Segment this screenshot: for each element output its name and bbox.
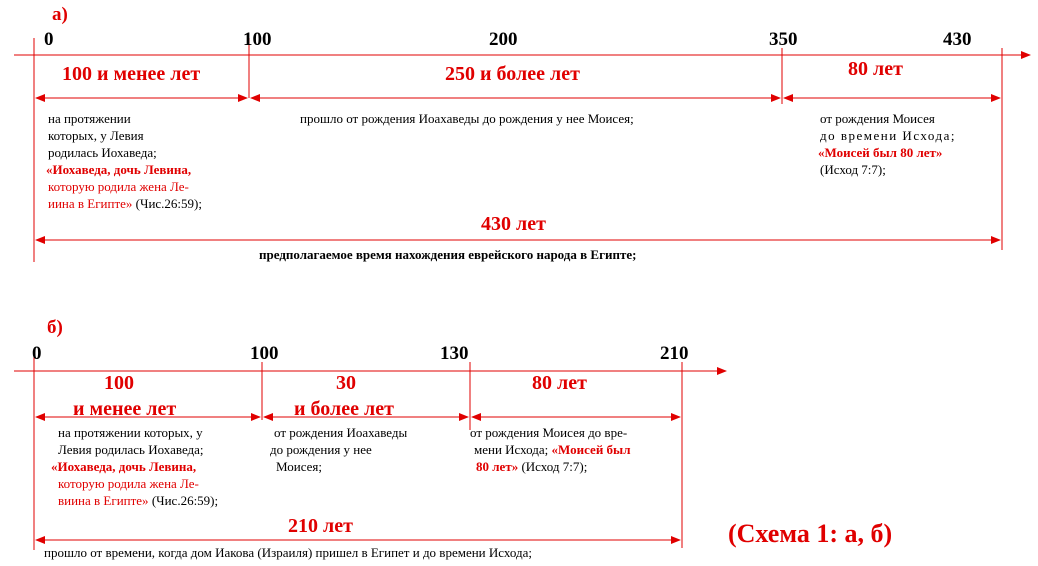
scheme-b-tick-label-210: 210 xyxy=(660,343,689,364)
scheme-b-seg1-text xyxy=(51,424,219,509)
scheme-b-seg3-ref: (Исход 7:7); xyxy=(518,459,588,474)
scheme-b-seg1-quote1: «Иохаведа, дочь Левина, xyxy=(51,459,197,474)
scheme-b-seg1-line1: на протяжении которых, у xyxy=(58,425,203,440)
scheme-a-tick-label-0: 0 xyxy=(44,29,54,50)
scheme-a-total-label: 430 лет xyxy=(481,213,546,235)
scheme-a-seg1-text xyxy=(48,110,202,212)
scheme-a-seg3-ref: (Исход 7:7); xyxy=(820,162,886,177)
scheme-a-seg3-text xyxy=(820,110,988,178)
scheme-b-header-2a: 30 xyxy=(336,372,356,394)
scheme-a-seg3-line2: до времени Исхода; xyxy=(820,128,957,143)
scheme-a-seg3-line1: от рождения Моисея xyxy=(820,111,935,126)
scheme-b-seg1-ref: (Чис.26:59); xyxy=(148,493,219,508)
scheme-caption: (Схема 1: а, б) xyxy=(728,519,893,548)
scheme-b-header-2b: и более лет xyxy=(294,398,394,420)
scheme-b-header-3: 80 лет xyxy=(532,372,587,394)
scheme-a-seg1-line2: которых, у Левия xyxy=(48,128,144,143)
scheme-a-tick-label-430: 430 xyxy=(943,29,972,50)
scheme-b-seg2-text xyxy=(270,424,407,475)
scheme-b-seg2-line3: Моисея; xyxy=(276,459,322,474)
scheme-b-seg2-line2: до рождения у нее xyxy=(270,442,372,457)
scheme-a-total-text: предполагаемое время нахождения еврейского народа в Египте; xyxy=(259,247,637,262)
scheme-a-seg3-quote: «Моисей был 80 лет» xyxy=(818,145,943,160)
scheme-a-seg1-quote2: которую родила жена Ле- xyxy=(48,179,189,194)
scheme-b-seg3-line1: от рождения Моисея до вре- xyxy=(470,425,628,440)
scheme-a-seg2-text: прошло от рождения Иоахаведы до рождения у нее Моисея; xyxy=(300,111,634,126)
scheme-a-header-1: 100 и менее лет xyxy=(62,63,201,85)
scheme-b-seg3-line2a: мени Исхода; xyxy=(474,442,552,457)
scheme-b-seg3-quote2: 80 лет» xyxy=(476,459,519,474)
scheme-b-header-1b: и менее лет xyxy=(73,398,177,420)
scheme-b-seg3-text xyxy=(470,424,631,475)
scheme-a-label: а) xyxy=(52,4,68,25)
scheme-a-tick-label-350: 350 xyxy=(769,29,798,50)
scheme-a-tick-label-100: 100 xyxy=(243,29,272,50)
scheme-a-seg1-ref: (Чис.26:59); xyxy=(132,196,202,211)
scheme-b-tick-label-130: 130 xyxy=(440,343,469,364)
scheme-a-header-2: 250 и более лет xyxy=(445,63,580,85)
scheme-b-header-1a: 100 xyxy=(104,372,134,394)
scheme-b-label: б) xyxy=(47,317,63,338)
scheme-a-tick-label-200: 200 xyxy=(489,29,518,50)
scheme-a-header-3: 80 лет xyxy=(848,58,903,80)
scheme-b-total-text: прошло от времени, когда дом Иакова (Израиля) пришел в Египет и до времени Исхода; xyxy=(44,545,532,560)
scheme-b-seg1-quote3: виина в Египте» xyxy=(58,493,149,508)
scheme-b-seg1-quote2: которую родила жена Ле- xyxy=(58,476,199,491)
scheme-b-seg3-quote1: «Моисей был xyxy=(551,442,631,457)
scheme-b-seg2-line1: от рождения Иоахаведы xyxy=(274,425,408,440)
scheme-b-tick-label-0: 0 xyxy=(32,343,42,364)
scheme-b-seg1-line2: Левия родилась Иохаведа; xyxy=(58,442,204,457)
scheme-a-seg1-quote3: иина в Египте» xyxy=(48,196,133,211)
scheme-b-total-label: 210 лет xyxy=(288,515,353,537)
scheme-a-seg1-line1: на протяжении xyxy=(48,111,131,126)
scheme-a-seg1-line3: родилась Иохаведа; xyxy=(48,145,157,160)
scheme-a-seg1-quote1: «Иохаведа, дочь Левина, xyxy=(46,162,192,177)
scheme-b-tick-label-100: 100 xyxy=(250,343,279,364)
